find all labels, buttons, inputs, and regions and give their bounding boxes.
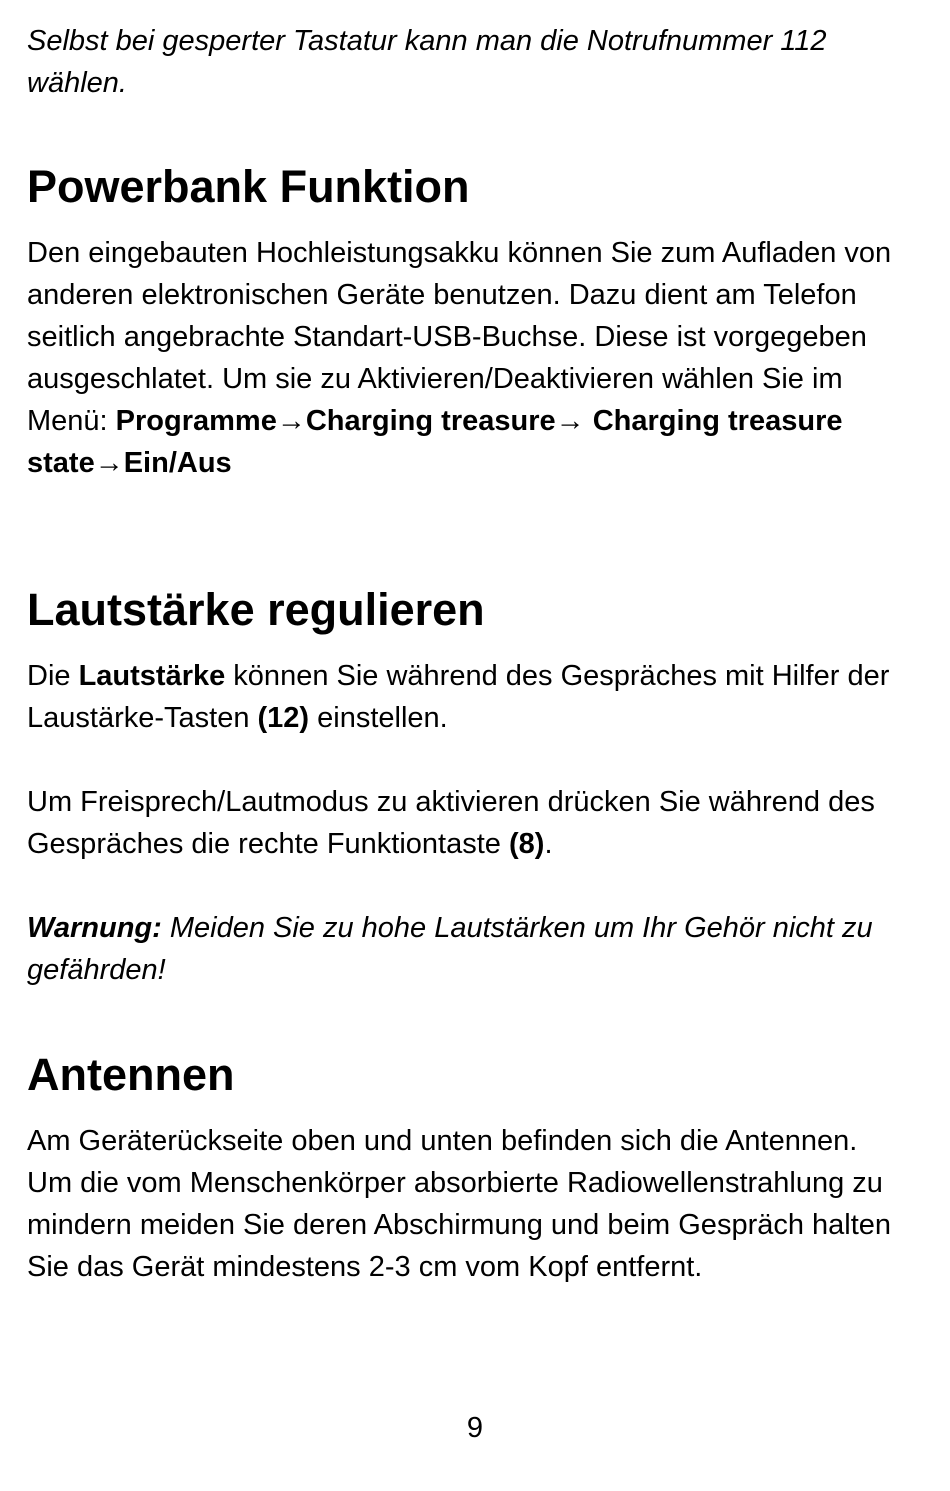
menu-path-charging-treasure: Charging treasure — [305, 405, 556, 437]
volume-key-ref: (12) — [257, 702, 310, 734]
warning-text: Meiden Sie zu hohe Lautstärken um Ihr Gehör nicht zu gefährden! — [27, 912, 873, 986]
antennas-paragraph: Am Geräterückseite oben und unten befinden sich die Antennen. Um die vom Menschenkörper absorbierte Radiowellenstrahlung zu mindern meiden Sie deren Abschirmung und beim Gespräch halten Sie das Gerät mindestens 2-3 cm vom Kopf entfernt. — [27, 1125, 892, 1283]
volume-p1-post: einstellen. — [309, 702, 448, 734]
function-key-ref: (8) — [508, 828, 545, 860]
page-number: 9 — [466, 1412, 484, 1444]
volume-paragraph-2 — [27, 781, 900, 865]
menu-path-programme: Programme — [115, 405, 277, 437]
volume-paragraph-1 — [27, 655, 900, 739]
powerbank-body: Den eingebauten Hochleistungsakku können Sie zum Aufladen von anderen elektronischen Geräte benutzen. Dazu dient am Telefon seitlich angebrachte Standart-USB-Buchse. Diese ist vorgegeben ausgeschlatet. Um sie zu Aktivieren/Deaktivieren wählen Sie im Menü: — [27, 237, 892, 437]
arrow-right-icon: → — [276, 405, 306, 437]
volume-p1-mid: können Sie während des Gespräches mit Hilfer der Laustärke-Tasten — [27, 660, 890, 734]
arrow-right-icon: → — [555, 405, 585, 437]
powerbank-heading: Powerbank Funktion — [27, 161, 470, 212]
powerbank-paragraph — [27, 232, 900, 484]
antennas-heading: Antennen — [27, 1049, 235, 1100]
warning-label: Warnung: — [27, 912, 162, 944]
emergency-call-text: Selbst bei gesperter Tastatur kann man die Notrufnummer 112 wählen. — [27, 25, 827, 99]
menu-path — [27, 405, 842, 479]
volume-term: Lautstärke — [78, 660, 226, 692]
menu-path-on-off: Ein/Aus — [123, 447, 232, 479]
volume-heading: Lautstärke regulieren — [27, 584, 485, 635]
volume-p2-pre: Um Freisprech/Lautmodus zu aktivieren drücken Sie während des Gespräches die rechte Funktiontaste — [27, 786, 875, 860]
volume-warning — [27, 907, 900, 991]
emergency-call-note — [27, 20, 900, 104]
volume-p2-post: . — [544, 828, 553, 860]
menu-path-charging-treasure-state: Charging treasure state — [27, 405, 843, 479]
volume-p1-pre: Die — [27, 660, 79, 692]
arrow-right-icon: → — [94, 447, 124, 479]
